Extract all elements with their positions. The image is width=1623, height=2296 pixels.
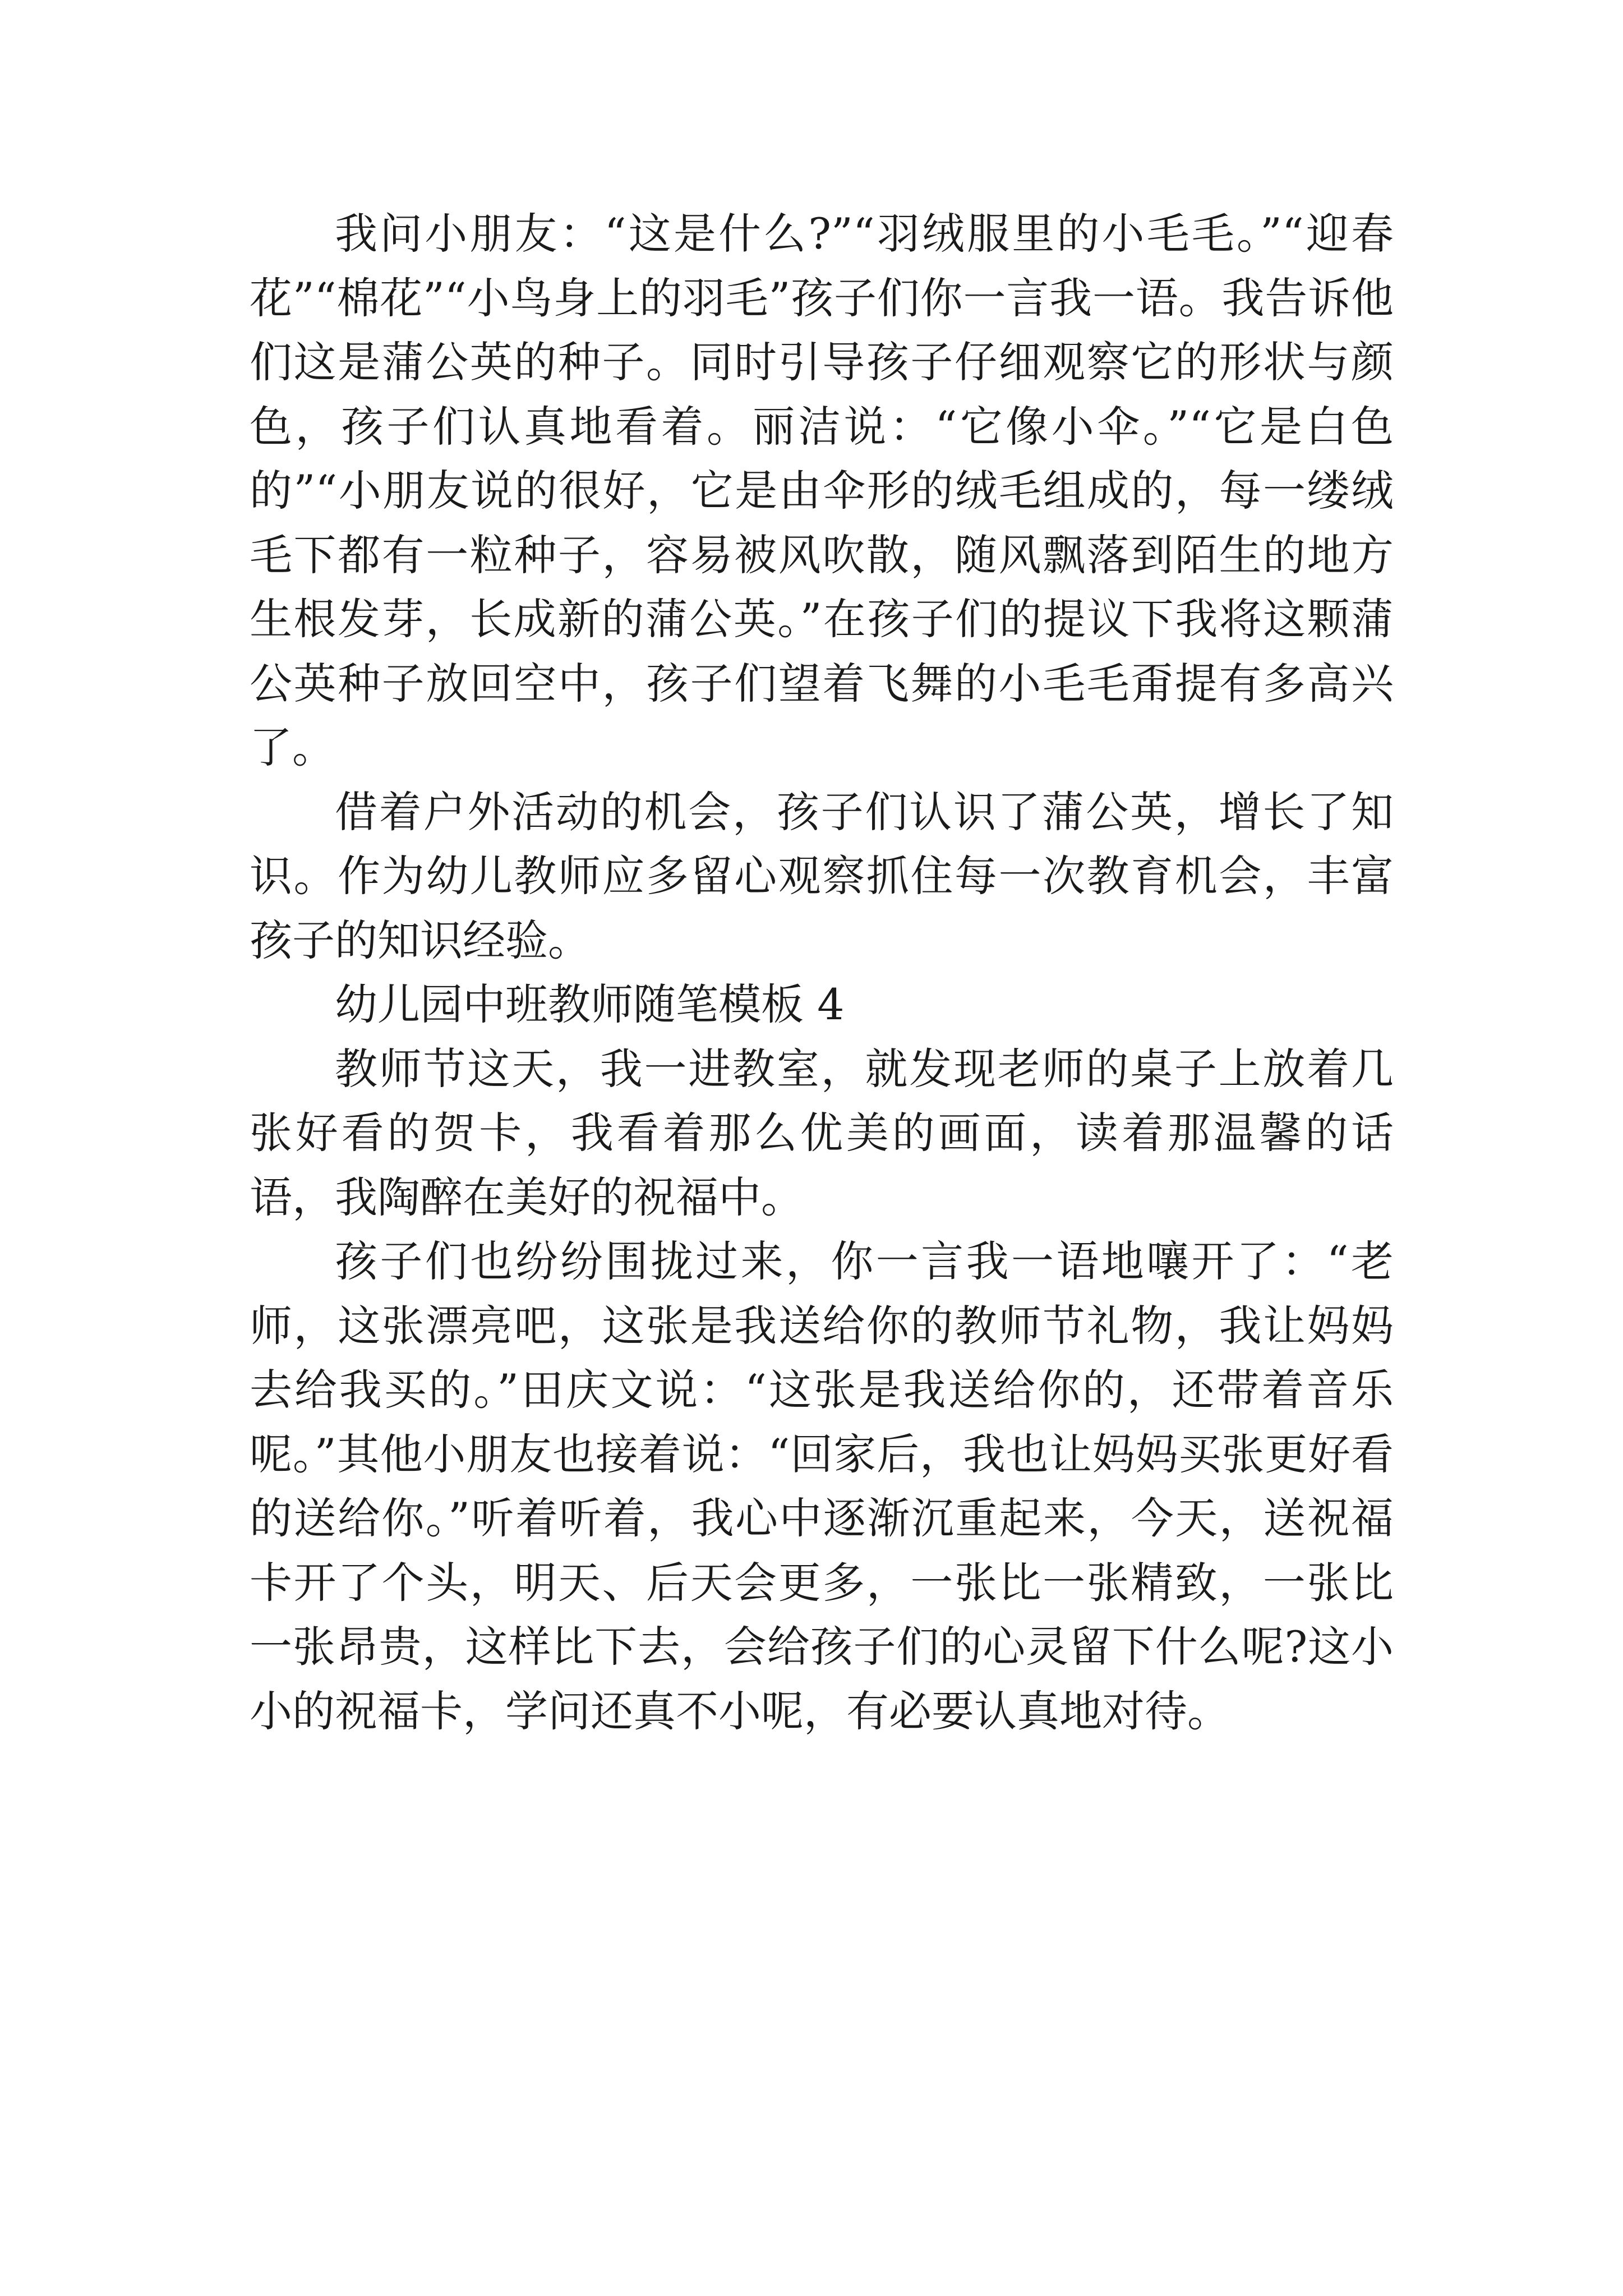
paragraph: 借着户外活动的机会，孩子们认识了蒲公英，增长了知识。作为幼儿教师应多留心观察抓住每一次教育机会，丰富孩子的知识经验。 (250, 786, 1394, 965)
document-body (250, 202, 1394, 1743)
paragraph: 孩子们也纷纷围拢过来，你一言我一语地嚷开了：“老师，这张漂亮吧，这张是我送给你的教师节礼物，我让妈妈去给我买的。”田庆文说：“这张是我送给你的，还带着音乐呢。”其他小朋友也接着说：“回家后，我也让妈妈买张更好看的送给你。”听着听着，我心中逐渐沉重起来，今天，送祝福卡开了个头，明天、后天会更多，一张比一张精致，一张比一张昂贵，这样比下去，会给孩子们的心灵留下什么呢?这小小的祝福卡，学问还真不小呢，有必要认真地对待。 (250, 1236, 1394, 1736)
section-heading: 幼儿园中班教师随笔模板 4 (335, 979, 845, 1029)
paragraph: 我问小朋友：“这是什么?”“羽绒服里的小毛毛。”“迎春花”“棉花”“小鸟身上的羽毛”孩子们你一言我一语。我告诉他们这是蒲公英的种子。同时引导孩子仔细观察它的形状与颜色，孩子们认真地看着。丽洁说：“它像小伞。”“它是白色的”“小朋友说的很好，它是由伞形的绒毛组成的，每一缕绒毛下都有一粒种子，容易被风吹散，随风飘落到陌生的地方生根发芽，长成新的蒲公英。”在孩子们的提议下我将这颗蒲公英种子放回空中，孩子们望着飞舞的小毛毛甭提有多高兴了。 (250, 209, 1394, 772)
paragraph: 教师节这天，我一进教室，就发现老师的桌子上放着几张好看的贺卡，我看着那么优美的画面，读着那温馨的话语，我陶醉在美好的祝福中。 (250, 1043, 1394, 1222)
